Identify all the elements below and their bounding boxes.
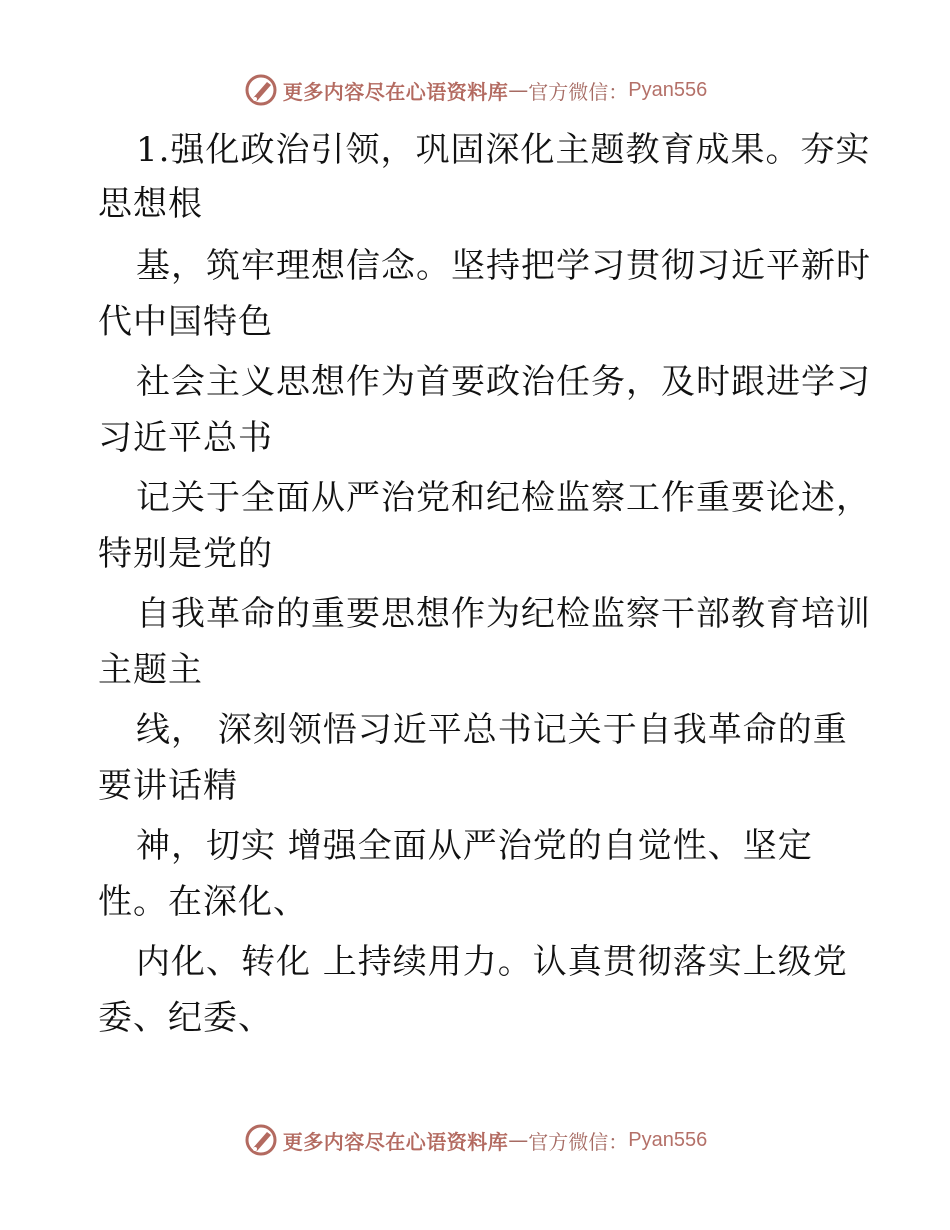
text-line: 神，切实 增强全面从严治党的自觉性、坚定 — [136, 826, 813, 866]
text-line: 线， 深刻领悟习近平总书记关于自我革命的重 — [136, 710, 848, 750]
text-line: 1.强化政治引领，巩固深化主题教育成果。夯实 — [136, 130, 871, 170]
text-line: 特别是党的 — [98, 534, 273, 574]
watermark-wechat-id: Pyan556 — [628, 1128, 708, 1151]
text-line: 主题主 — [98, 650, 203, 690]
text-line: 内化、转化 上持续用力。认真贯彻落实上级党 — [136, 942, 848, 982]
watermark-text: 更多内容尽在心语资料库 — [282, 79, 509, 104]
watermark-separator: — — [508, 78, 529, 102]
watermark-wechat-label: 官方微信： — [528, 1129, 629, 1154]
text-line: 性。在深化、 — [98, 882, 308, 922]
watermark-wechat-label: 官方微信： — [528, 79, 629, 104]
text-line: 记关于全面从严治党和纪检监察工作重要论述， — [136, 478, 871, 518]
footer-watermark — [0, 1120, 950, 1160]
pen-circle-logo-icon — [243, 72, 279, 108]
watermark-wechat-id: Pyan556 — [628, 78, 708, 101]
watermark-separator: — — [508, 1128, 529, 1152]
header-watermark — [0, 70, 950, 110]
text-line: 基，筑牢理想信念。坚持把学习贯彻习近平新时 — [136, 246, 871, 286]
watermark-text: 更多内容尽在心语资料库 — [282, 1129, 509, 1154]
pen-circle-logo-icon — [243, 1122, 279, 1158]
text-line: 委、纪委、 — [98, 998, 273, 1038]
text-line: 习近平总书 — [98, 418, 273, 458]
text-line: 代中国特色 — [98, 302, 273, 342]
text-line: 社会主义思想作为首要政治任务，及时跟进学习 — [136, 362, 871, 402]
text-line: 思想根 — [98, 184, 203, 224]
text-line: 要讲话精 — [98, 766, 238, 806]
text-line: 自我革命的重要思想作为纪检监察干部教育培训 — [136, 594, 871, 634]
